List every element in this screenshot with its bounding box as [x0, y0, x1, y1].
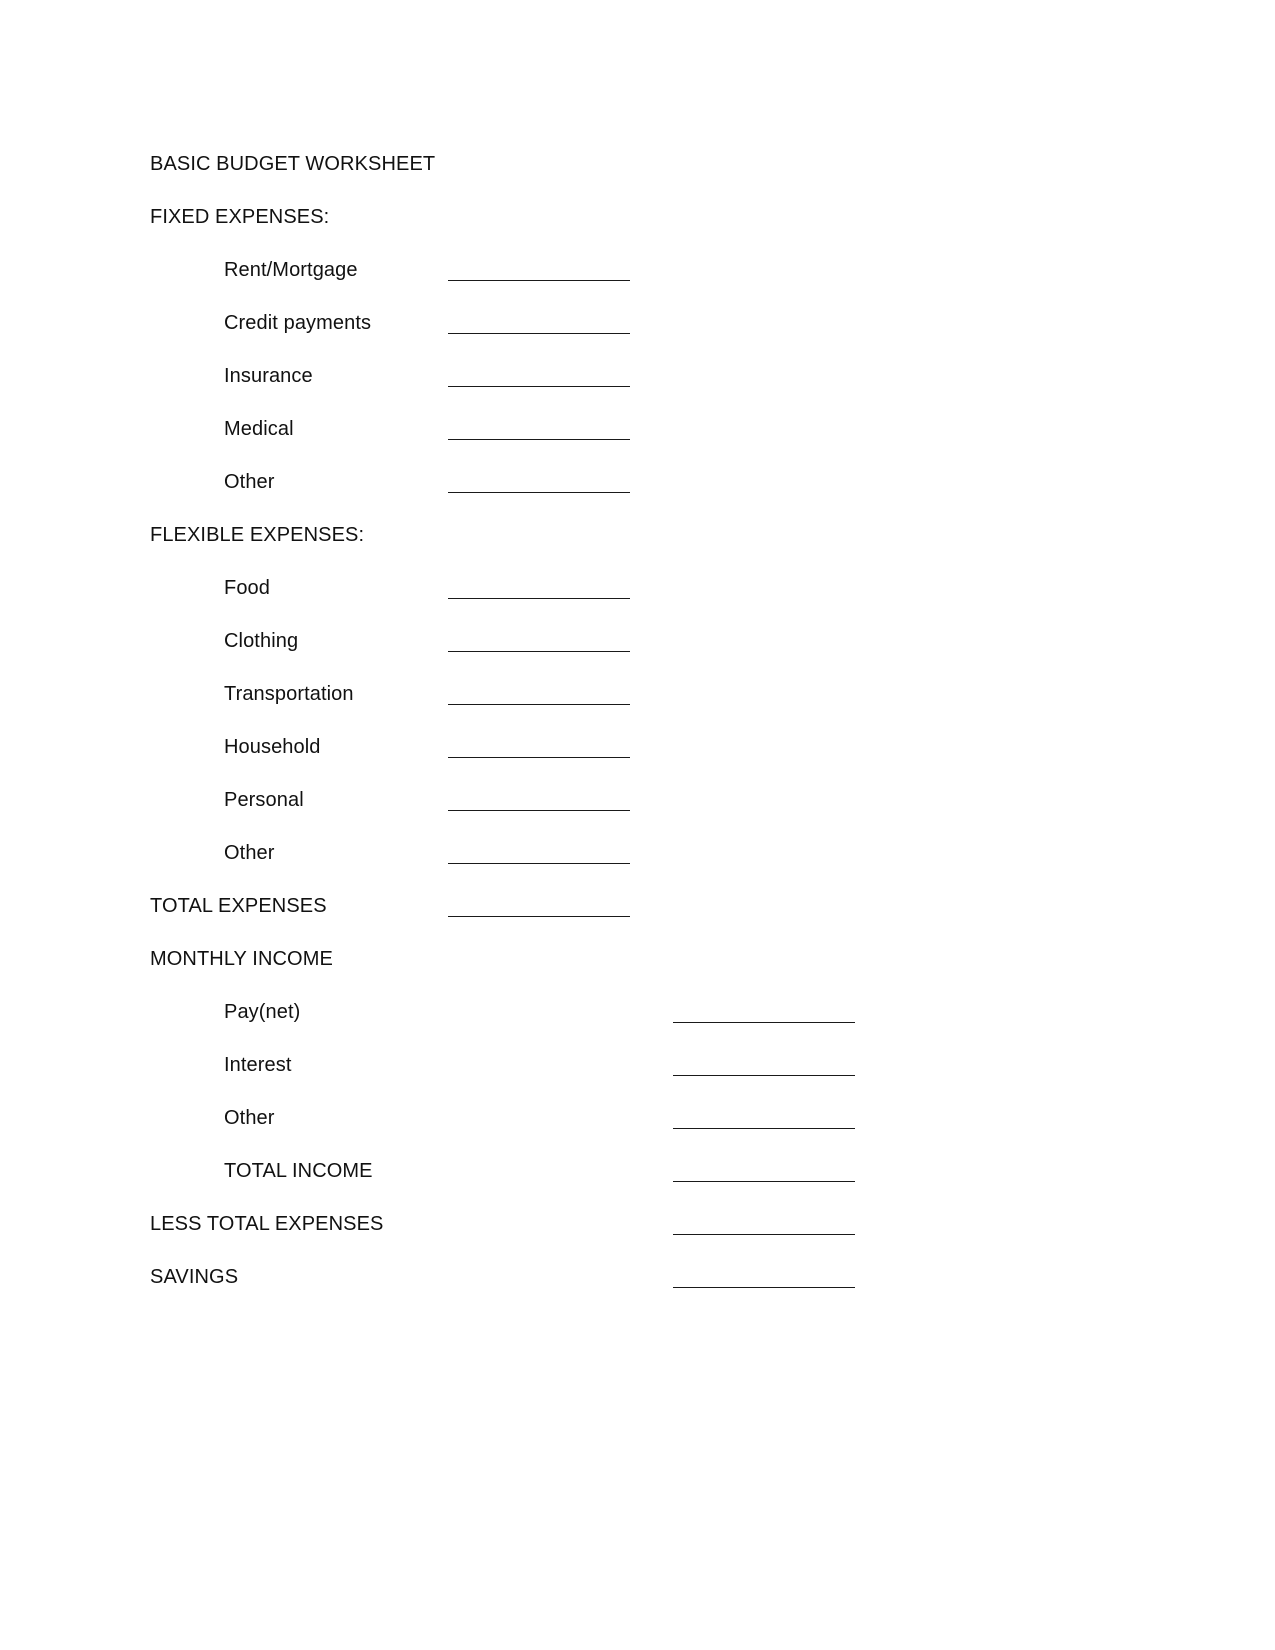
household-blank[interactable] [448, 757, 630, 758]
food-label: Food [224, 577, 270, 599]
medical-blank[interactable] [448, 439, 630, 440]
flexible-other-label: Other [224, 842, 275, 864]
income-other-blank[interactable] [673, 1128, 855, 1129]
insurance-blank[interactable] [448, 386, 630, 387]
total-income-blank[interactable] [673, 1181, 855, 1182]
credit-payments-blank[interactable] [448, 333, 630, 334]
clothing-label: Clothing [224, 630, 299, 652]
savings-blank[interactable] [673, 1287, 855, 1288]
household-label: Household [224, 736, 321, 758]
less-total-expenses-blank[interactable] [673, 1234, 855, 1235]
rent-mortgage-blank[interactable] [448, 280, 630, 281]
interest-label: Interest [224, 1054, 292, 1076]
savings-label: SAVINGS [150, 1266, 239, 1288]
total-expenses-label: TOTAL EXPENSES [150, 895, 327, 917]
flexible-expenses-heading: FLEXIBLE EXPENSES: [150, 524, 365, 546]
insurance-label: Insurance [224, 365, 313, 387]
income-other-label: Other [224, 1107, 275, 1129]
interest-blank[interactable] [673, 1075, 855, 1076]
total-expenses-blank[interactable] [448, 916, 630, 917]
clothing-blank[interactable] [448, 651, 630, 652]
pay-net-label: Pay(net) [224, 1001, 301, 1023]
credit-payments-label: Credit payments [224, 312, 372, 334]
medical-label: Medical [224, 418, 294, 440]
fixed-other-label: Other [224, 471, 275, 493]
transportation-label: Transportation [224, 683, 354, 705]
less-total-expenses-label: LESS TOTAL EXPENSES [150, 1213, 384, 1235]
food-blank[interactable] [448, 598, 630, 599]
pay-net-blank[interactable] [673, 1022, 855, 1023]
total-income-label: TOTAL INCOME [224, 1160, 373, 1182]
page-title: BASIC BUDGET WORKSHEET [150, 153, 436, 175]
rent-mortgage-label: Rent/Mortgage [224, 259, 358, 281]
flexible-other-blank[interactable] [448, 863, 630, 864]
transportation-blank[interactable] [448, 704, 630, 705]
monthly-income-heading: MONTHLY INCOME [150, 948, 333, 970]
fixed-other-blank[interactable] [448, 492, 630, 493]
personal-blank[interactable] [448, 810, 630, 811]
personal-label: Personal [224, 789, 304, 811]
fixed-expenses-heading: FIXED EXPENSES: [150, 206, 330, 228]
